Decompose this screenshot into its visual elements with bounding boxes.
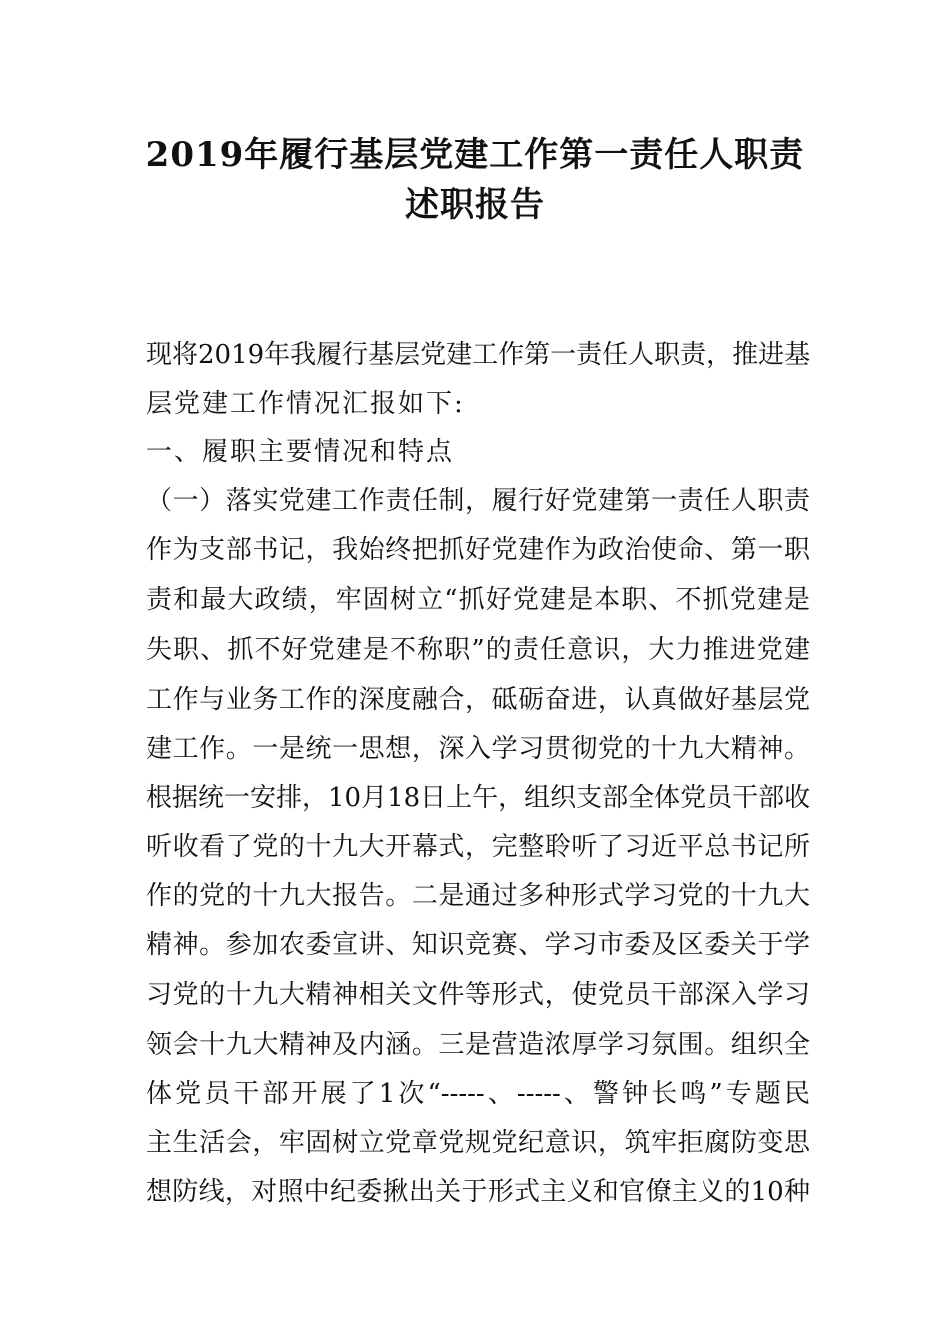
document-title-line-2: 述职报告 [405, 185, 545, 225]
paragraph-line: 想防线，对照中纪委揪出关于形式主义和官僚主义的10种 [146, 1177, 810, 1207]
paragraph-line: 习党的十九大精神相关文件等形式，使党员干部深入学习 [146, 980, 810, 1010]
paragraph-line: 现将2019年我履行基层党建工作第一责任人职责，推进基 [146, 340, 811, 370]
paragraph-line: 失职、抓不好党建是不称职”的责任意识，大力推进党建 [146, 635, 810, 665]
paragraph-line: 工作与业务工作的深度融合，砥砺奋进，认真做好基层党 [146, 685, 810, 715]
paragraph-line: 根据统一安排，10月18日上午，组织支部全体党员干部收 [146, 783, 811, 813]
subsection-heading: （一）落实党建工作责任制，履行好党建第一责任人职责 [146, 486, 810, 516]
paragraph-line: 作的党的十九大报告。二是通过多种形式学习党的十九大 [146, 881, 810, 911]
paragraph-line: 责和最大政绩，牢固树立“抓好党建是本职、不抓党建是 [146, 585, 810, 615]
paragraph-line: 主生活会，牢固树立党章党规党纪意识，筑牢拒腐防变思 [146, 1128, 810, 1158]
paragraph-line: 体党员干部开展了1次“-----、-----、警钟长鸣”专题民 [146, 1079, 810, 1109]
paragraph-line: 建工作。一是统一思想，深入学习贯彻党的十九大精神。 [146, 734, 810, 764]
document-title-line-1: 2019年履行基层党建工作第一责任人职责 [145, 135, 805, 175]
section-heading: 一、履职主要情况和特点 [146, 437, 455, 467]
paragraph-line: 领会十九大精神及内涵。三是营造浓厚学习氛围。组织全 [146, 1030, 810, 1060]
paragraph-line: 听收看了党的十九大开幕式，完整聆听了习近平总书记所 [146, 832, 810, 862]
paragraph-line: 层党建工作情况汇报如下: [146, 389, 465, 419]
paragraph-line: 作为支部书记，我始终把抓好党建作为政治使命、第一职 [146, 535, 810, 565]
paragraph-line: 精神。参加农委宣讲、知识竞赛、学习市委及区委关于学 [146, 930, 810, 960]
